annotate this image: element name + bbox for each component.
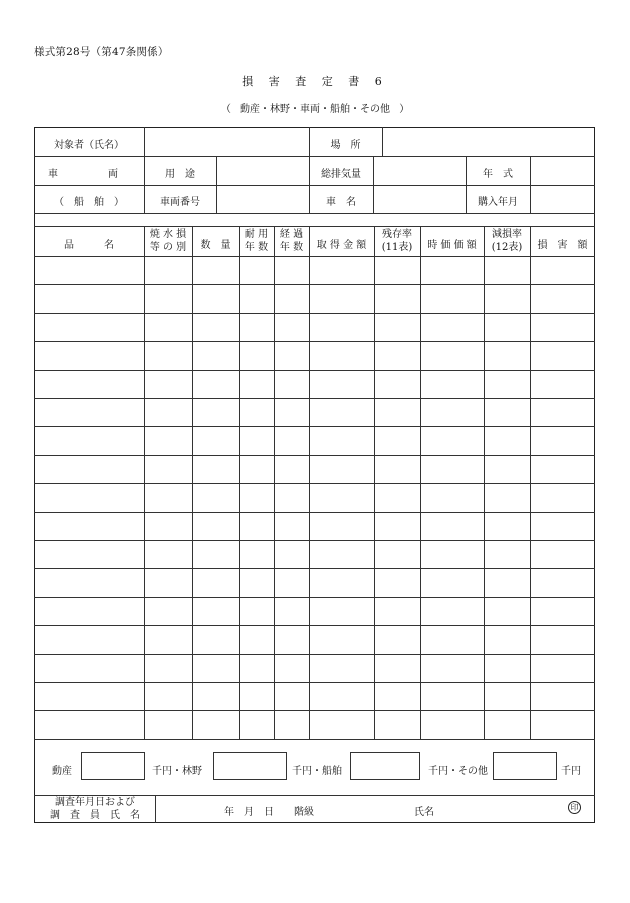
column-header-useful-life-line2: 年 数 bbox=[244, 242, 269, 253]
rule-v-header-c bbox=[382, 127, 383, 156]
rule-header-3 bbox=[34, 213, 595, 214]
displacement-label: 総排気量 bbox=[321, 169, 361, 180]
table-row-rule bbox=[34, 540, 595, 541]
column-header-depreciation-rate-line2: (12表) bbox=[491, 242, 523, 253]
column-header-elapsed-years-line2: 年 数 bbox=[279, 242, 304, 253]
table-row-rule bbox=[34, 710, 595, 711]
column-header-residual-rate bbox=[374, 228, 420, 254]
rule-header-2 bbox=[34, 185, 595, 186]
rule-v-col-8 bbox=[484, 226, 485, 740]
use-label: 用 途 bbox=[165, 169, 195, 180]
column-header-quantity: 数 量 bbox=[200, 240, 231, 251]
table-row-rule bbox=[34, 256, 595, 257]
survey-date[interactable]: 年 月 日 bbox=[224, 807, 274, 818]
totals-movables-label: 動産 bbox=[52, 766, 72, 777]
column-header-elapsed-years bbox=[274, 228, 309, 254]
totals-unit-label: 千円 bbox=[561, 766, 581, 777]
table-row-rule bbox=[34, 341, 595, 342]
survey-label-line1: 調査年月日および bbox=[55, 797, 135, 808]
table-row-rule bbox=[34, 654, 595, 655]
seal-mark: 印 bbox=[568, 801, 581, 814]
vehicle-label: 車 両 bbox=[48, 169, 118, 180]
totals-other-label: 千円・その他 bbox=[428, 766, 488, 777]
rule-v-col-4 bbox=[274, 226, 275, 740]
survey-label-line2: 調 査 員 氏 名 bbox=[50, 810, 140, 821]
table-row-rule bbox=[34, 597, 595, 598]
location-label: 場 所 bbox=[330, 140, 361, 151]
rank-label: 階級 bbox=[294, 807, 314, 818]
column-header-depreciation-rate bbox=[484, 228, 530, 254]
model-year-label: 年 式 bbox=[483, 169, 513, 180]
rule-v-footer bbox=[155, 795, 156, 823]
page-title: 損 害 査 定 書 6 bbox=[242, 75, 388, 88]
column-header-damage-type-line1: 焼 水 損 bbox=[149, 229, 187, 240]
column-header-residual-rate-line2: (11表) bbox=[381, 242, 413, 253]
rule-v-col-7 bbox=[420, 226, 421, 740]
rule-header-1 bbox=[34, 156, 595, 157]
totals-ship-label: 千円・船舶 bbox=[292, 766, 342, 777]
subtitle-open: （ bbox=[220, 104, 231, 115]
column-header-damage-type bbox=[144, 228, 192, 254]
rule-table-top bbox=[34, 226, 595, 227]
table-row-rule bbox=[34, 512, 595, 513]
rule-v-header-f bbox=[373, 156, 374, 213]
column-header-useful-life-line1: 耐 用 bbox=[244, 229, 269, 240]
totals-other-field[interactable] bbox=[493, 752, 557, 780]
column-header-item: 品 名 bbox=[64, 240, 114, 251]
vehicle-number-label: 車両番号 bbox=[160, 197, 200, 208]
rule-v-col-1 bbox=[144, 226, 145, 740]
table-row-rule bbox=[34, 568, 595, 569]
rule-v-col-9 bbox=[530, 226, 531, 740]
rule-v-col-5 bbox=[309, 226, 310, 740]
table-row-rule bbox=[34, 625, 595, 626]
totals-ship-field[interactable] bbox=[350, 752, 420, 780]
table-row-rule bbox=[34, 284, 595, 285]
page-subtitle bbox=[0, 100, 630, 115]
table-row-rule bbox=[34, 682, 595, 683]
column-header-elapsed-years-line1: 経 過 bbox=[279, 229, 304, 240]
column-header-acquisition-cost: 取 得 金 額 bbox=[316, 240, 367, 251]
column-header-residual-rate-line1: 残存率 bbox=[382, 229, 412, 240]
table-row-rule bbox=[34, 426, 595, 427]
subject-label: 対象者（氏名） bbox=[54, 140, 124, 151]
ship-label: （ 船 舶 ） bbox=[54, 197, 124, 208]
rule-v-header-d bbox=[216, 156, 217, 213]
table-row-rule bbox=[34, 370, 595, 371]
totals-movables-field[interactable] bbox=[81, 752, 145, 780]
rule-v-header-h bbox=[530, 156, 531, 213]
subtitle-items: 動産・林野・車両・船舶・その他 bbox=[240, 104, 390, 115]
totals-forest-field[interactable] bbox=[213, 752, 287, 780]
table-row-rule bbox=[34, 313, 595, 314]
table-row-rule bbox=[34, 483, 595, 484]
column-header-current-value: 時 価 価 額 bbox=[427, 240, 477, 251]
survey-label bbox=[36, 796, 154, 822]
column-header-depreciation-rate-line1: 減損率 bbox=[492, 229, 522, 240]
vehicle-name-label: 車 名 bbox=[326, 197, 356, 208]
column-header-damage-type-line2: 等 の 別 bbox=[149, 242, 187, 253]
table-bottom-rule bbox=[34, 739, 595, 740]
totals-forest-label: 千円・林野 bbox=[152, 766, 202, 777]
column-header-useful-life bbox=[239, 228, 274, 254]
column-header-damage-amount: 損 害 額 bbox=[537, 240, 588, 251]
rule-v-col-2 bbox=[192, 226, 193, 740]
rule-v-col-3 bbox=[239, 226, 240, 740]
rule-v-col-6 bbox=[374, 226, 375, 740]
table-row-rule bbox=[34, 455, 595, 456]
purchase-date-label: 購入年月 bbox=[478, 197, 518, 208]
subtitle-close: ） bbox=[399, 104, 410, 115]
form-number: 様式第28号（第47条関係） bbox=[34, 46, 169, 58]
name-label: 氏名 bbox=[414, 807, 434, 818]
table-row-rule bbox=[34, 398, 595, 399]
